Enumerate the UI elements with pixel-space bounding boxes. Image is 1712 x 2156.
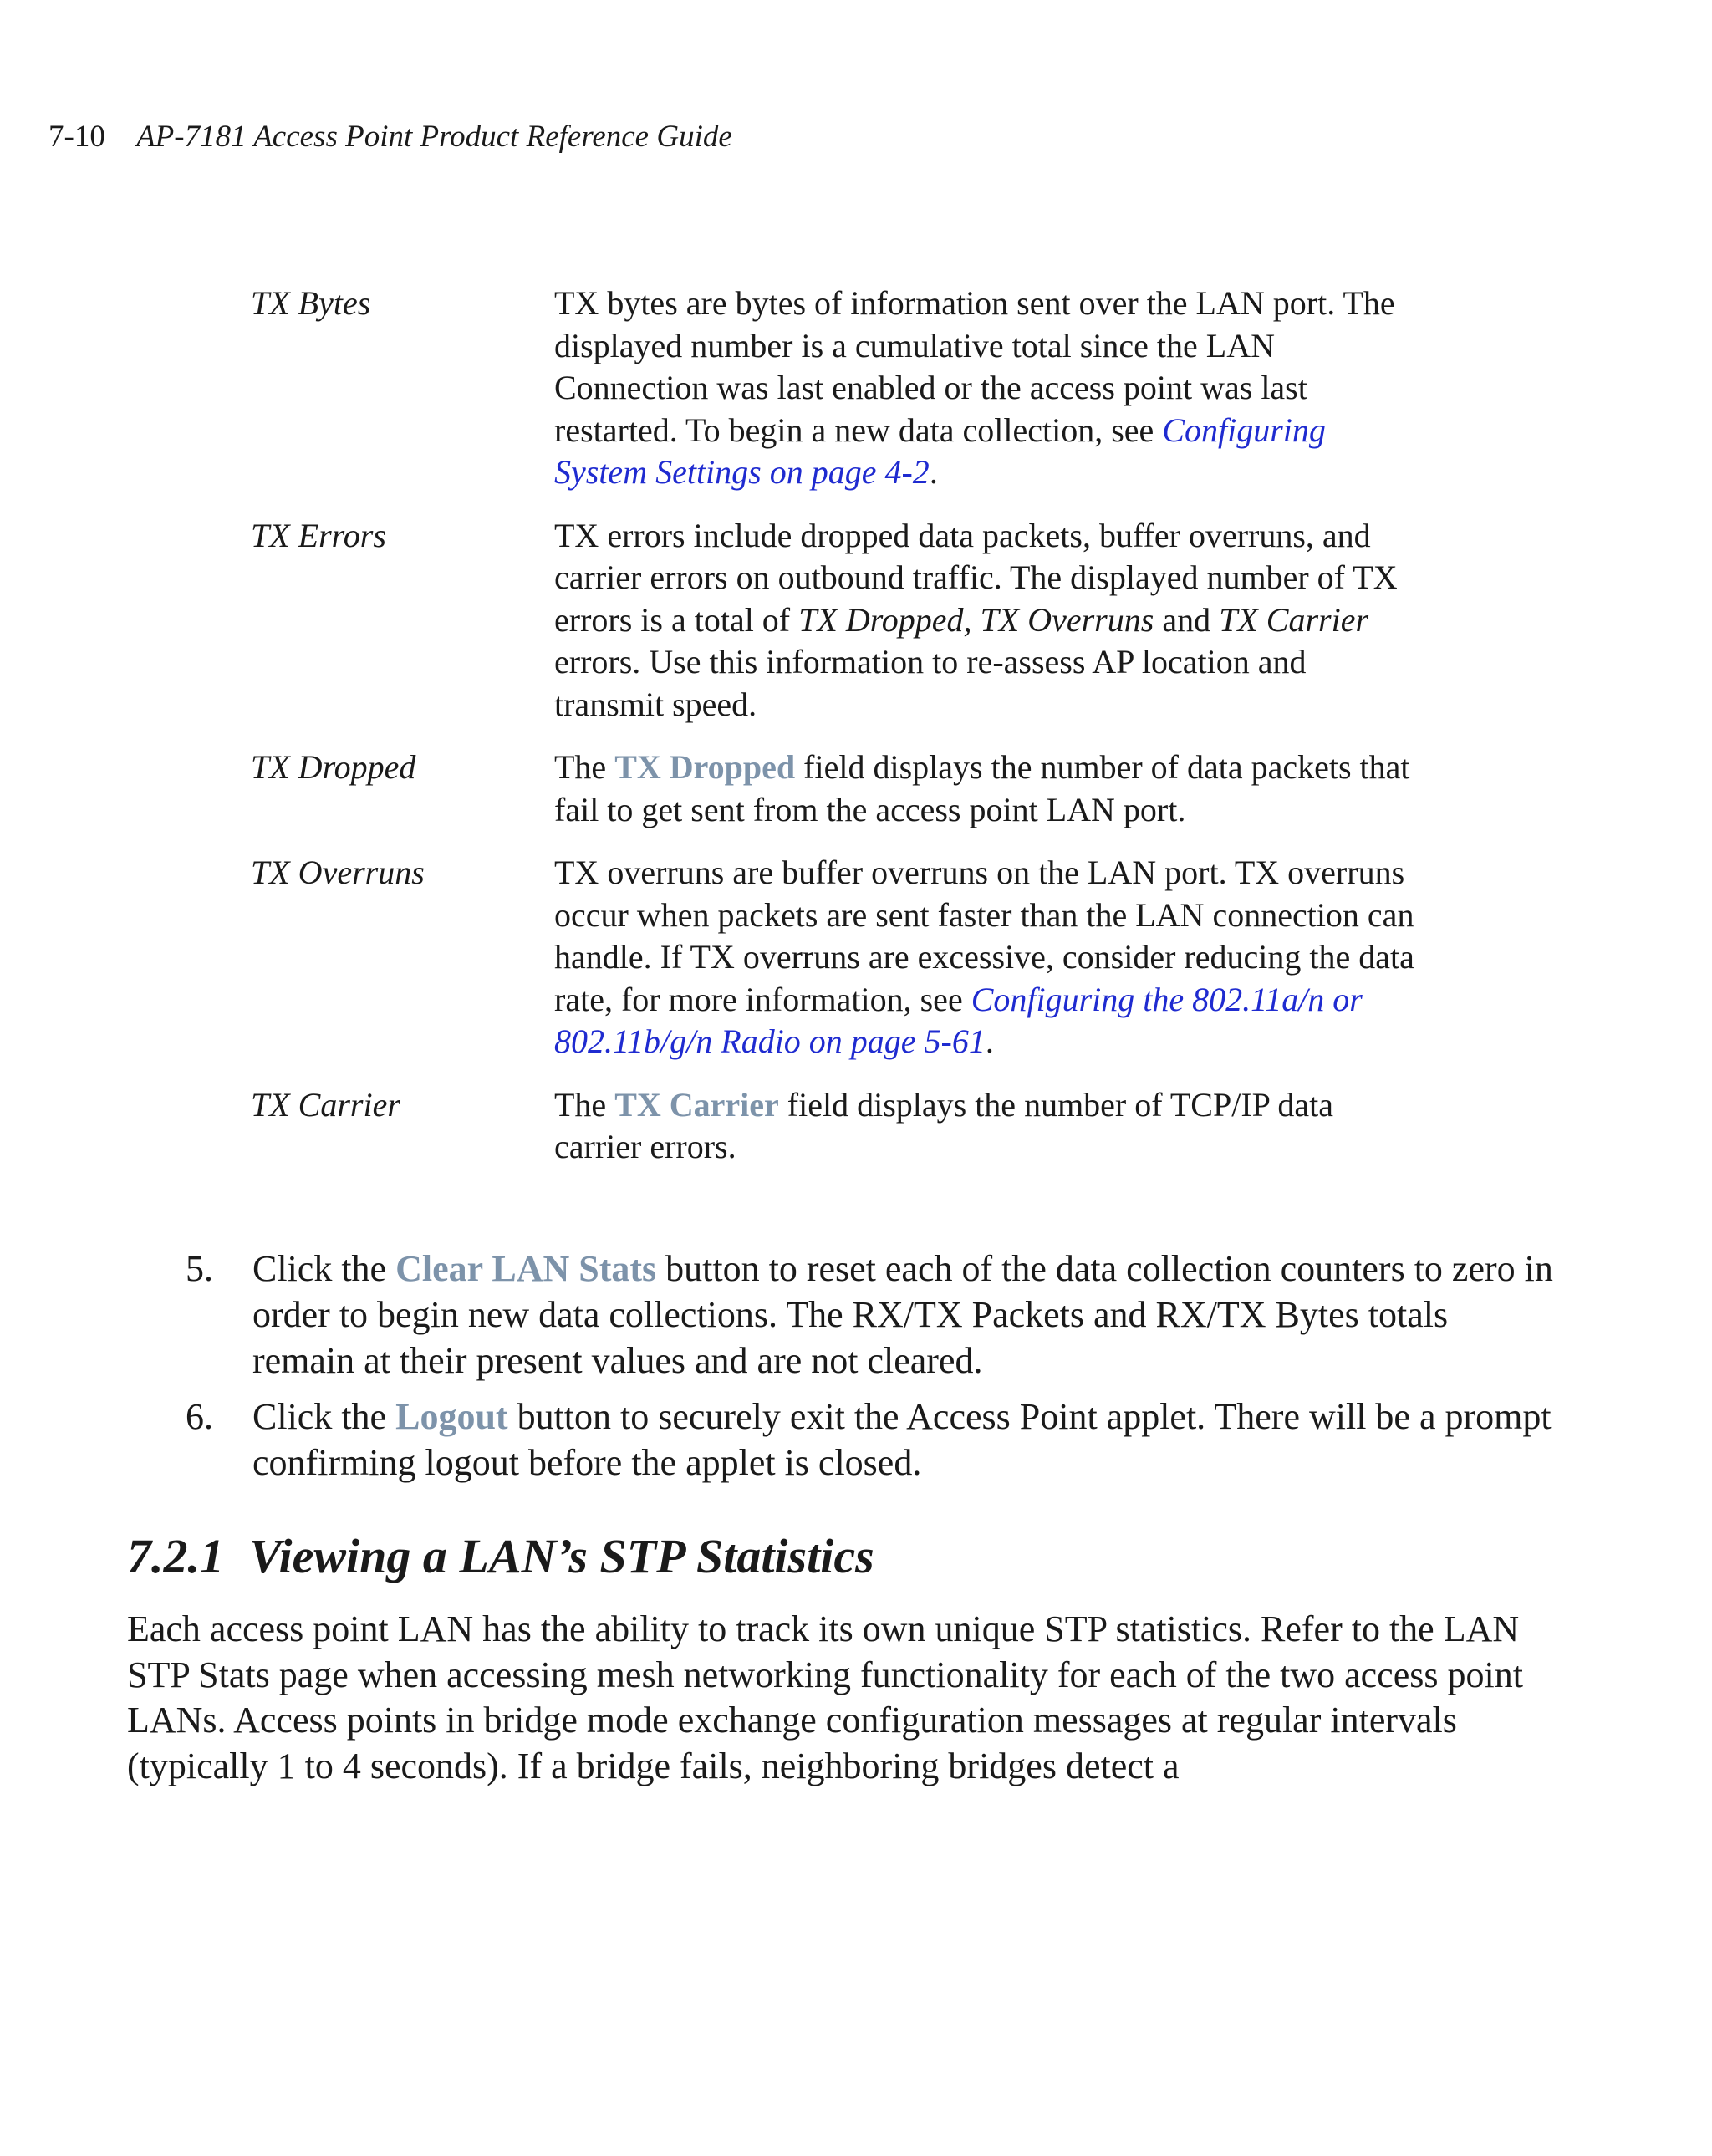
definition-row-tx-dropped — [251, 747, 1421, 831]
ui-button-label: Logout — [395, 1396, 508, 1437]
step-number: 5. — [186, 1248, 213, 1289]
step-number: 6. — [186, 1396, 213, 1437]
italic-term: TX Carrier — [1219, 600, 1369, 639]
section-heading — [127, 1527, 874, 1587]
italic-term: TX Dropped, TX Overruns — [798, 600, 1154, 639]
section-title: Viewing a LAN’s STP Statistics — [249, 1529, 874, 1583]
definition-term: TX Carrier — [251, 1085, 400, 1124]
ui-field-label: TX Carrier — [614, 1085, 779, 1124]
description-text: . — [985, 1022, 994, 1060]
page-header — [48, 117, 732, 157]
definition-description — [554, 1084, 1419, 1169]
definition-table — [251, 283, 1421, 1190]
definition-description — [554, 283, 1419, 494]
definition-term: TX Dropped — [251, 748, 416, 786]
description-text: The — [554, 748, 615, 786]
guide-title: AP-7181 Access Point Product Reference Guide — [136, 120, 732, 154]
definition-description — [554, 747, 1419, 831]
definition-description — [554, 852, 1419, 1063]
description-text: TX errors include dropped data packets, buffer overruns, and carrier errors on outbound traffic. The displayed number of TX errors is a total of — [554, 516, 1398, 639]
step-text-part: button to securely exit the Access Point applet. There will be a prompt confirming logout before the applet is closed. — [252, 1396, 1552, 1483]
page-number: 7-10 — [48, 120, 105, 154]
step-text-part: Click the — [252, 1248, 396, 1289]
cross-reference-link[interactable]: Configuring the 802.11a/n or 802.11b/g/n Radio on page 5-61 — [554, 980, 1363, 1060]
definition-term: TX Overruns — [251, 854, 425, 891]
step-text-part: Click the — [252, 1396, 396, 1437]
step-text — [252, 1394, 1557, 1486]
definition-row-tx-overruns — [251, 852, 1421, 1063]
step-item — [186, 1394, 1557, 1486]
description-text: TX bytes are bytes of information sent over the LAN port. The displayed number is a cumulative total since the LAN Connection was last enabled or the access point was last restarted. To begin a new data collection, see — [554, 284, 1395, 449]
description-text: errors. Use this information to re-assess AP location and transmit speed. — [554, 643, 1307, 723]
section-paragraph: Each access point LAN has the ability to track its own unique STP statistics. Refer to the LAN STP Stats page when accessing mesh networking functionality for each of the two access point LANs. Access points in bridge mode exchange configuration messages at regular intervals (typically 1 to 4 seconds). If a bridge fails, neighboring bridges detect a — [127, 1608, 1523, 1786]
section-number: 7.2.1 — [127, 1529, 224, 1583]
description-text: field displays the number of data packets that fail to get sent from the access point LAN port. — [554, 748, 1410, 828]
definition-row-tx-errors — [251, 515, 1421, 726]
step-text — [252, 1246, 1557, 1384]
description-text: The — [554, 1085, 615, 1124]
description-text: . — [929, 453, 938, 491]
definition-row-tx-carrier — [251, 1084, 1421, 1169]
ui-field-label: TX Dropped — [614, 748, 796, 786]
procedure-steps — [186, 1246, 1557, 1496]
description-text: and — [1154, 600, 1220, 639]
step-text-part: button to reset each of the data collection counters to zero in order to begin new data collections. The RX/TX Packets and RX/TX Bytes totals remain at their present values and are not cleared. — [252, 1248, 1553, 1381]
description-text: TX overruns are buffer overruns on the LAN port. TX overruns occur when packets are sent faster than the LAN connection can handle. If TX overruns are excessive, consider reducing the data rate, for more information, see — [554, 854, 1414, 1018]
ui-button-label: Clear LAN Stats — [395, 1248, 657, 1289]
cross-reference-link[interactable]: Configuring System Settings on page 4-2 — [554, 410, 1326, 491]
definition-term: TX Bytes — [251, 284, 371, 322]
definition-description — [554, 515, 1419, 726]
description-text: field displays the number of TCP/IP data carrier errors. — [554, 1085, 1334, 1165]
step-item — [186, 1246, 1557, 1384]
definition-row-tx-bytes — [251, 283, 1421, 494]
definition-term: TX Errors — [251, 516, 386, 554]
